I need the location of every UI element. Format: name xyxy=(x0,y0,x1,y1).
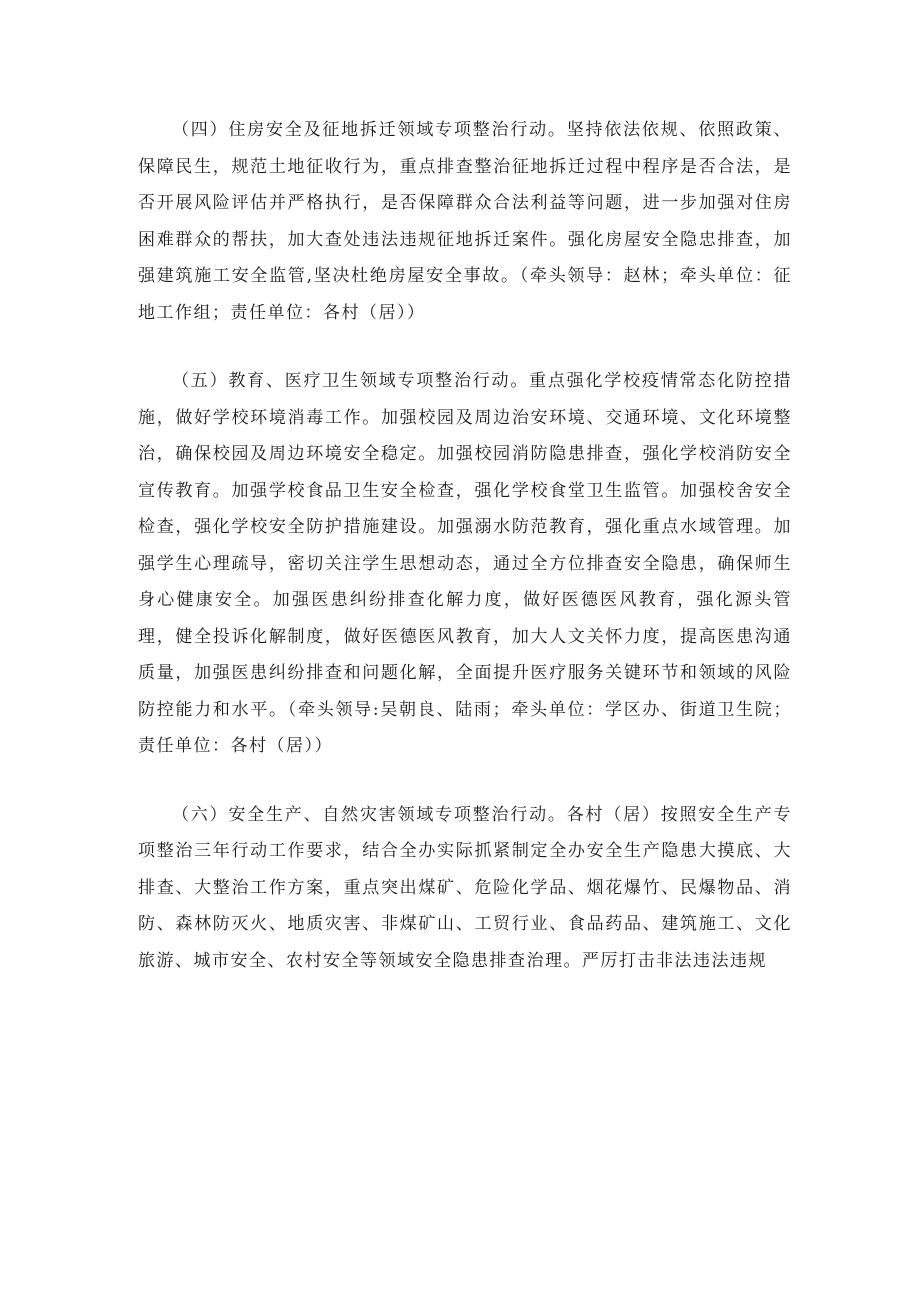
document-body xyxy=(138,112,792,1011)
paragraph-section-4: （四）住房安全及征地拆迁领域专项整治行动。坚持依法依规、依照政策、保障民生，规范土地征收行为，重点排查整治征地拆迁过程中程序是否合法，是否开展风险评估并严格执行，是否保障群众合法利益等问题，进一步加强对住房困难群众的帮扶，加大查处违法违规征地拆迁案件。强化房屋安全隐忠排查，加强建筑施工安全监管,坚决杜绝房屋安全事故。（牵头领导：赵林；牵头单位：征地工作组；责任单位：各村（居）） xyxy=(138,120,792,323)
paragraph-section-6: （六）安全生产、自然灾害领域专项整治行动。各村（居）按照安全生产专项整治三年行动工作要求，结合全办实际抓紧制定全办安全生产隐患大摸底、大排查、大整治工作方案，重点突出煤矿、危险化学品、烟花爆竹、民爆物品、消防、森林防灭火、地质灾害、非煤矿山、工贸行业、食品药品、建筑施工、文化旅游、城市安全、农村安全等领域安全隐患排查治理。严厉打击非法违法违规 xyxy=(138,804,792,971)
paragraph-section-5: （五）教育、医疗卫生领域专项整治行动。重点强化学校疫情常态化防控措施，做好学校环境消毒工作。加强校园及周边治安环境、交通环境、文化环境整治，确保校园及周边环境安全稳定。加强校园消防隐患排查，强化学校消防安全宣传教育。加强学校食品卫生安全检查，强化学校食堂卫生监管。加强校舍安全检查，强化学校安全防护措施建设。加强溺水防范教育，强化重点水域管理。加强学生心理疏导，密切关注学生思想动态，通过全方位排查安全隐患，确保师生身心健康安全。加强医患纠纷排查化解力度，做好医德医风教育，强化源头管理，健全投诉化解制度，做好医德医风教育，加大人文关怀力度，提高医患沟通质量，加强医患纠纷排查和问题化解，全面提升医疗服务关键环节和领域的风险防控能力和水平。（牵头领导:吴朝良、陆雨；牵头单位：学区办、街道卫生院；责任单位：各村（居）） xyxy=(138,371,792,756)
